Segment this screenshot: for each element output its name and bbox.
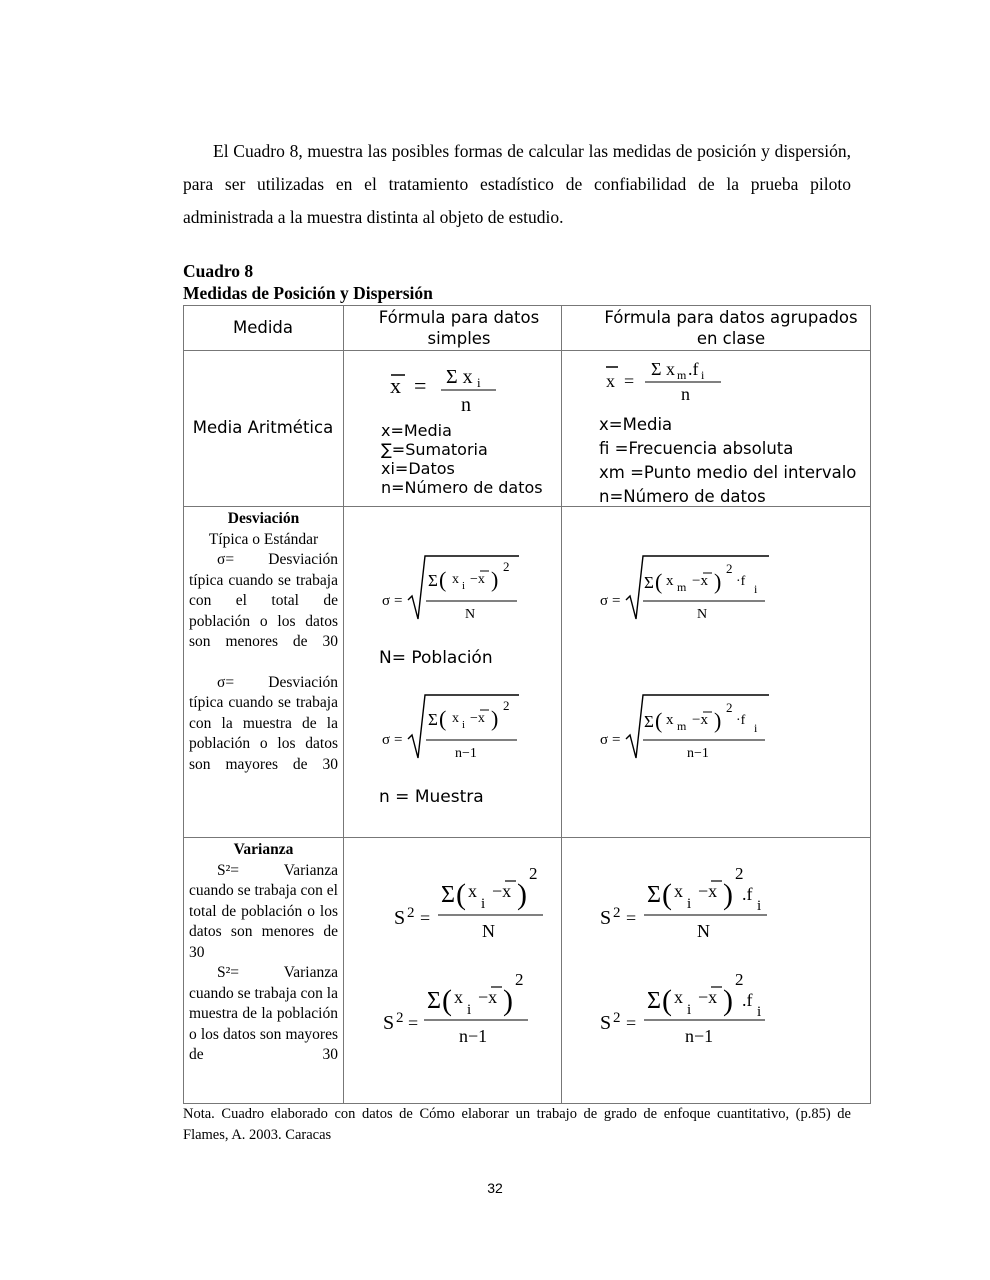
svg-text:): ) bbox=[517, 878, 527, 911]
svg-text:−x: −x bbox=[692, 573, 708, 589]
mean-formula-grouped bbox=[603, 357, 733, 407]
poblacion-label: N= Población bbox=[379, 648, 493, 668]
svg-text:2: 2 bbox=[396, 1010, 404, 1026]
sigma-grouped-population-formula bbox=[599, 553, 779, 623]
svg-text:.f: .f bbox=[742, 990, 753, 1010]
svg-text:n: n bbox=[681, 384, 690, 404]
mean-simple-legend bbox=[381, 421, 556, 497]
mean-formula-simple bbox=[388, 363, 518, 415]
table-divider-1 bbox=[343, 305, 344, 1104]
svg-text:(: ( bbox=[442, 984, 452, 1017]
legend-frecuencia: fi =Frecuencia absoluta bbox=[599, 439, 794, 458]
svg-text:2: 2 bbox=[407, 905, 415, 921]
svg-text:Σ x: Σ x bbox=[651, 359, 675, 379]
svg-text:=: = bbox=[624, 371, 635, 391]
svg-text:i: i bbox=[687, 1002, 692, 1018]
svg-text:S: S bbox=[600, 907, 612, 929]
svg-text:σ: σ bbox=[600, 593, 609, 609]
svg-text:x: x bbox=[674, 881, 683, 901]
svg-text:Σ: Σ bbox=[644, 712, 654, 731]
legend-media: x=Media bbox=[599, 415, 673, 434]
variance-simple-population-formula bbox=[393, 862, 553, 944]
measures-table bbox=[183, 305, 871, 1104]
svg-text:N: N bbox=[465, 607, 476, 622]
svg-text:x: x bbox=[454, 987, 463, 1007]
varianza-poblacion-text: S²= Varianza cuando se trabaja con el total de población o los datos son menores de 30 bbox=[189, 861, 338, 961]
svg-text:−x: −x bbox=[470, 711, 485, 726]
desviacion-poblacion-text: σ= Desviación típica cuando se trabaja con el total de población o los datos son menores de 30 bbox=[189, 551, 338, 650]
muestra-label: n = Muestra bbox=[379, 787, 484, 807]
svg-text:·f: ·f bbox=[736, 713, 746, 728]
svg-text:2: 2 bbox=[613, 905, 621, 921]
svg-text:=: = bbox=[414, 373, 427, 398]
svg-text:i: i bbox=[754, 721, 758, 735]
svg-text:(: ( bbox=[662, 984, 672, 1017]
legend-n: n=Número de datos bbox=[381, 478, 543, 497]
svg-text:i: i bbox=[701, 368, 705, 382]
svg-text:m: m bbox=[677, 580, 687, 594]
svg-text:m: m bbox=[677, 368, 687, 382]
svg-text:n−1: n−1 bbox=[455, 746, 477, 761]
svg-text:x: x bbox=[468, 881, 477, 901]
table-note: Nota. Cuadro elaborado con datos de Cómo elaborar un trabajo de grado de enfoque cuantitativo, (p.85) de Flames, A. 2003. Caracas bbox=[183, 1106, 851, 1143]
svg-text:=: = bbox=[626, 908, 637, 928]
svg-text:−x: −x bbox=[492, 881, 512, 901]
svg-text:(: ( bbox=[456, 878, 466, 911]
svg-text:x: x bbox=[452, 711, 459, 726]
varianza-description bbox=[189, 840, 338, 1066]
svg-text:σ: σ bbox=[382, 593, 391, 609]
svg-text:Σ: Σ bbox=[644, 573, 654, 592]
variance-grouped-population-formula bbox=[599, 862, 779, 944]
svg-text:N: N bbox=[697, 607, 708, 622]
svg-text:i: i bbox=[477, 375, 481, 390]
desviacion-muestra-text: σ= Desviación típica cuando se trabaja con la muestra de la población o los datos son mayores de 30 bbox=[189, 673, 338, 773]
legend-media: x=Media bbox=[381, 421, 452, 440]
svg-text:σ: σ bbox=[600, 732, 609, 748]
desviacion-title: Desviación bbox=[227, 510, 300, 527]
svg-text:n−1: n−1 bbox=[687, 746, 709, 761]
svg-text:x: x bbox=[452, 572, 459, 587]
svg-text:−x: −x bbox=[470, 572, 485, 587]
svg-text:2: 2 bbox=[503, 698, 510, 713]
intro-paragraph: El Cuadro 8, muestra las posibles formas de calcular las medidas de posición y dispersión, para ser utilizadas en el tratamiento estadístico de confiabilidad de la prueba piloto administrada a la muestra distinta al objeto de estudio. bbox=[183, 141, 851, 227]
svg-text:=: = bbox=[408, 1013, 419, 1033]
table-number: Cuadro 8 bbox=[183, 261, 254, 281]
svg-text:): ) bbox=[714, 708, 722, 733]
svg-text:x: x bbox=[674, 987, 683, 1007]
svg-text:n: n bbox=[461, 394, 471, 416]
header-medida: Medida bbox=[232, 318, 294, 337]
svg-text:(: ( bbox=[439, 706, 447, 731]
svg-text:i: i bbox=[481, 896, 486, 912]
legend-datos: xi=Datos bbox=[381, 459, 455, 478]
svg-text:i: i bbox=[462, 719, 466, 731]
svg-text:N: N bbox=[482, 921, 495, 941]
svg-text:−x: −x bbox=[692, 712, 708, 728]
svg-text:2: 2 bbox=[726, 700, 733, 715]
svg-text:S: S bbox=[600, 1012, 612, 1034]
svg-text:Σ: Σ bbox=[428, 571, 438, 590]
svg-text:2: 2 bbox=[726, 561, 733, 576]
svg-text:): ) bbox=[491, 567, 499, 592]
svg-text:2: 2 bbox=[515, 970, 524, 989]
svg-text:): ) bbox=[503, 984, 513, 1017]
svg-text:2: 2 bbox=[503, 559, 510, 574]
svg-text:): ) bbox=[723, 878, 733, 911]
desviacion-description bbox=[189, 509, 338, 775]
table-border-right bbox=[870, 305, 871, 1104]
svg-text:Σ: Σ bbox=[428, 710, 438, 729]
svg-text:N: N bbox=[697, 921, 710, 941]
row-divider-2 bbox=[183, 837, 871, 838]
media-name: Media Aritmética bbox=[192, 418, 334, 437]
variance-grouped-sample-formula bbox=[599, 970, 779, 1052]
svg-text:2: 2 bbox=[613, 1010, 621, 1026]
sigma-grouped-sample-formula bbox=[599, 692, 779, 762]
svg-text:−x: −x bbox=[698, 881, 718, 901]
svg-text:x: x bbox=[606, 371, 615, 391]
svg-text:(: ( bbox=[655, 708, 663, 733]
svg-text:(: ( bbox=[662, 878, 672, 911]
svg-text:=: = bbox=[626, 1013, 637, 1033]
svg-text:x: x bbox=[666, 573, 674, 589]
header-simples: Fórmula para datos simples bbox=[378, 308, 540, 348]
sigma-simple-population-formula bbox=[381, 553, 531, 623]
desviacion-subtitle: Típica o Estándar bbox=[208, 530, 319, 548]
svg-text:i: i bbox=[754, 582, 758, 596]
svg-text:i: i bbox=[462, 580, 466, 592]
svg-text:): ) bbox=[714, 569, 722, 594]
svg-text:Σ: Σ bbox=[427, 988, 441, 1014]
svg-text:Σ x: Σ x bbox=[446, 366, 473, 388]
svg-text:i: i bbox=[467, 1002, 472, 1018]
svg-text:(: ( bbox=[439, 567, 447, 592]
svg-text:i: i bbox=[757, 1004, 762, 1020]
svg-text:·f: ·f bbox=[736, 574, 746, 589]
svg-text:.f: .f bbox=[688, 359, 699, 379]
svg-text:Σ: Σ bbox=[647, 882, 661, 908]
svg-text:−x: −x bbox=[698, 987, 718, 1007]
svg-text:2: 2 bbox=[735, 970, 744, 989]
svg-text:(: ( bbox=[655, 569, 663, 594]
svg-text:n−1: n−1 bbox=[685, 1026, 714, 1046]
svg-text:x: x bbox=[666, 712, 674, 728]
svg-text:.f: .f bbox=[742, 884, 753, 904]
table-divider-2 bbox=[561, 305, 562, 1104]
svg-text:=: = bbox=[420, 908, 431, 928]
svg-text:−x: −x bbox=[478, 987, 498, 1007]
varianza-title: Varianza bbox=[233, 841, 294, 858]
svg-text:x: x bbox=[390, 373, 401, 398]
page-number: 32 bbox=[487, 1180, 503, 1196]
svg-text:σ: σ bbox=[382, 732, 391, 748]
svg-text:): ) bbox=[491, 706, 499, 731]
svg-text:i: i bbox=[757, 898, 762, 914]
sigma-simple-sample-formula bbox=[381, 692, 531, 762]
svg-text:S: S bbox=[383, 1012, 395, 1034]
svg-text:Σ: Σ bbox=[647, 988, 661, 1014]
varianza-muestra-text: S²= Varianza cuando se trabaja con la muestra de la población o los datos son mayores de 30 bbox=[189, 964, 338, 1063]
svg-text:Σ: Σ bbox=[441, 882, 455, 908]
svg-text:S: S bbox=[394, 907, 406, 929]
legend-sumatoria: ∑=Sumatoria bbox=[381, 440, 488, 459]
svg-text:2: 2 bbox=[735, 864, 744, 883]
variance-simple-sample-formula bbox=[382, 970, 542, 1052]
svg-text:n−1: n−1 bbox=[459, 1026, 488, 1046]
svg-text:i: i bbox=[687, 896, 692, 912]
legend-punto-medio: xm =Punto medio del intervalo bbox=[599, 463, 857, 482]
svg-text:): ) bbox=[723, 984, 733, 1017]
svg-text:m: m bbox=[677, 719, 687, 733]
header-agrupados: Fórmula para datos agrupados en clase bbox=[604, 308, 858, 348]
svg-text:2: 2 bbox=[529, 864, 538, 883]
header-divider bbox=[183, 350, 871, 351]
svg-text:=: = bbox=[612, 732, 621, 748]
svg-text:=: = bbox=[394, 593, 403, 609]
legend-n: n=Número de datos bbox=[599, 487, 766, 506]
table-title: Medidas de Posición y Dispersión bbox=[183, 283, 433, 303]
svg-text:=: = bbox=[612, 593, 621, 609]
svg-text:=: = bbox=[394, 732, 403, 748]
mean-grouped-legend bbox=[599, 413, 869, 509]
